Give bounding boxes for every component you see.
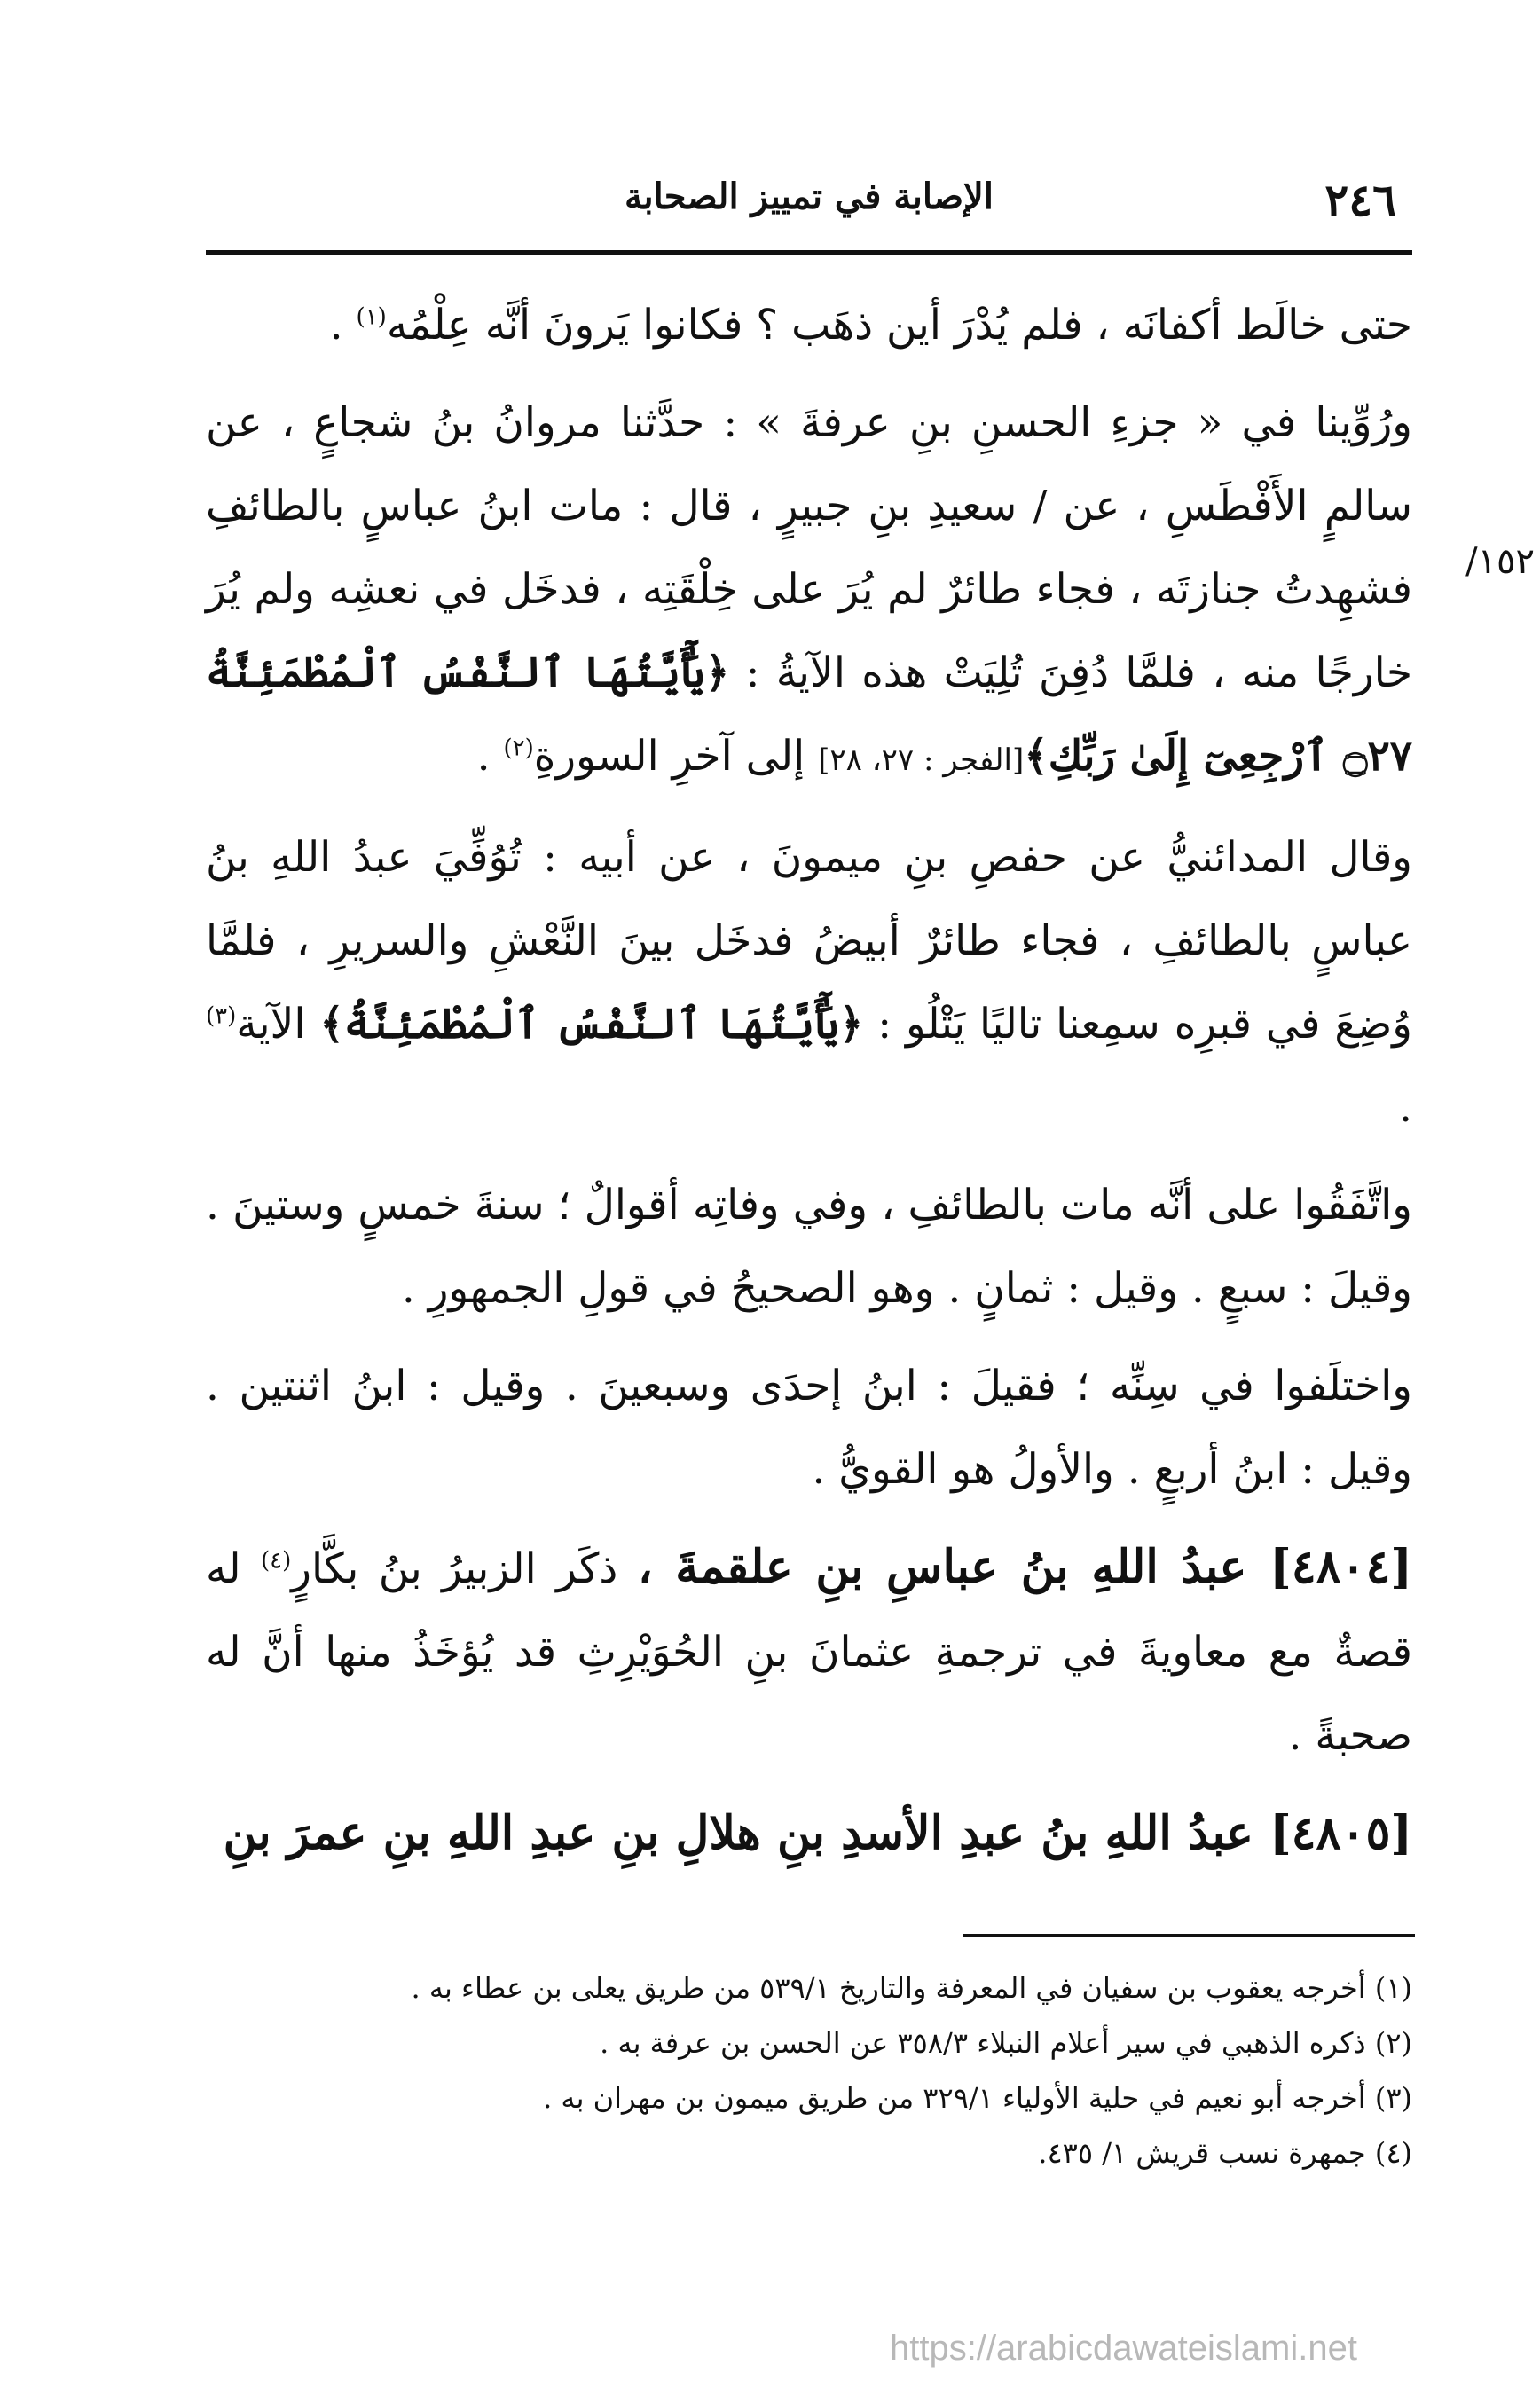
quran-verse: ﴿يَٰٓأَيَّتُهَا ٱلنَّفْسُ ٱلْمُطْمَئِنَّةُ﴾ — [319, 1000, 864, 1049]
paragraph-text: الآية — [236, 1000, 320, 1049]
quran-verse: ﴿يَٰٓأَيَّتُهَا ٱلنَّفْسُ ٱلْمُطْمَئِنَّةُ ۝٢٧ ٱرْجِعِىٓ إِلَىٰ رَبِّكِ﴾ — [206, 648, 1412, 781]
footnote-marker-3: (٣) — [206, 1002, 237, 1030]
paragraph-1 — [206, 284, 1412, 367]
book-title: الإصابة في تمييز الصحابة — [625, 176, 994, 217]
verse-reference: [الفجر : ٢٧، ٢٨] — [818, 742, 1025, 778]
paragraph-text: له قصةٌ مع معاويةَ في ترجمةِ عثمانَ بنِ الحُوَيْرِثِ قد يُؤخَذُ منها أنَّ له صحبةً . — [206, 1544, 1412, 1760]
paragraph-end: . — [329, 301, 357, 350]
entry-name: عبدُ اللهِ بنُ عبدِ الأسدِ بنِ هلالِ بنِ عبدِ اللهِ بنِ عمرَ بنِ — [223, 1806, 1270, 1860]
footnotes — [206, 1960, 1412, 2180]
paragraph-3 — [206, 816, 1412, 1150]
entry-name: عبدُ اللهِ بنُ عباسِ بنِ علقمةَ ، — [637, 1540, 1270, 1594]
footnote-4: (٤) جمهرة نسب قريش ١/ ٤٣٥. — [1038, 2136, 1412, 2170]
entry-number: [٤٨٠٤] — [1269, 1540, 1413, 1594]
footnote-marker-4: (٤) — [261, 1547, 292, 1575]
main-text — [206, 284, 1412, 1891]
page-header — [206, 169, 1412, 240]
entry-4804 — [206, 1526, 1412, 1778]
paragraph-2 — [206, 381, 1412, 802]
paragraph-end: . — [476, 732, 504, 781]
watermark-url: https://arabicdawateislami.net — [890, 2329, 1357, 2368]
entry-4805 — [206, 1792, 1412, 1877]
footnote-divider — [962, 1934, 1415, 1937]
footnote-1: (١) أخرجه يعقوب بن سفيان في المعرفة والتاريخ ٥٣٩/١ من طريق يعلى بن عطاء به . — [411, 1971, 1412, 2005]
paragraph-4: واتَّفَقُوا على أنَّه مات بالطائفِ ، وفي وفاتِه أقوالٌ ؛ سنةَ خمسٍ وستينَ . وقيلَ : سبعٍ . وقيل : ثمانٍ . وهو الصحيحُ في قولِ الجمهورِ . — [206, 1181, 1412, 1313]
entry-number: [٤٨٠٥] — [1269, 1806, 1412, 1860]
footnote-marker-2: (٢) — [503, 735, 534, 762]
header-divider — [206, 250, 1412, 255]
page-number: ٢٤٦ — [1324, 174, 1396, 226]
footnote-marker-1: (١) — [356, 303, 387, 331]
paragraph-text: حتى خالَط أكفانَه ، فلم يُدْرَ أين ذهَب ؟ فكانوا يَرونَ أنَّه عِلْمُه — [386, 301, 1412, 350]
paragraph-text: ذكَر الزبيرُ بنُ بكَّارٍ — [291, 1544, 638, 1593]
paragraph-text: ورُوِّينا في « جزءِ الحسنِ بنِ عرفةَ » : حدَّثنا مروانُ بنُ شجاعٍ ، عن سالمٍ الأَفْطَسِ ، عن / سعيدِ بنِ جبيرٍ ، قال : مات ابنُ عباسٍ بالطائفِ فشهِدتُ جنازتَه ، فجاء طائرٌ لم يُرَ على خِلْقَتِه ، فدخَل في نعشِه ولم يُرَ خارجًا منه ، فلمَّا دُفِنَ تُلِيَتْ هذه الآيةُ : — [206, 398, 1412, 697]
footnote-3: (٣) أخرجه أبو نعيم في حلية الأولياء ٣٢٩/١ من طريق ميمون بن مهران به . — [543, 2081, 1412, 2115]
paragraph-text: وقال المدائنيُّ عن حفصِ بنِ ميمونَ ، عن أبيه : تُوُفِّيَ عبدُ اللهِ بنُ عباسٍ بالطائفِ ، فجاء طائرٌ أبيضُ فدخَل بينَ النَّعْشِ والسريرِ ، فلمَّا وُضِعَ في قبرِه سمِعنا تاليًا يَتْلُو : — [206, 833, 1412, 1049]
margin-page-reference: ١٥٢/ — [1465, 541, 1535, 582]
footnote-2: (٢) ذكره الذهبي في سير أعلام النبلاء ٣٥٨/٣ عن الحسن بن عرفة به . — [600, 2026, 1412, 2060]
paragraph-text: إلى آخرِ السورةِ — [533, 732, 819, 781]
paragraph-end: . — [1399, 1083, 1412, 1132]
paragraph-5: واختلَفوا في سِنِّه ؛ فقيلَ : ابنُ إحدَى وسبعينَ . وقيل : ابنُ اثنتين . وقيل : ابنُ أربعٍ . والأولُ هو القويُّ . — [206, 1362, 1412, 1494]
